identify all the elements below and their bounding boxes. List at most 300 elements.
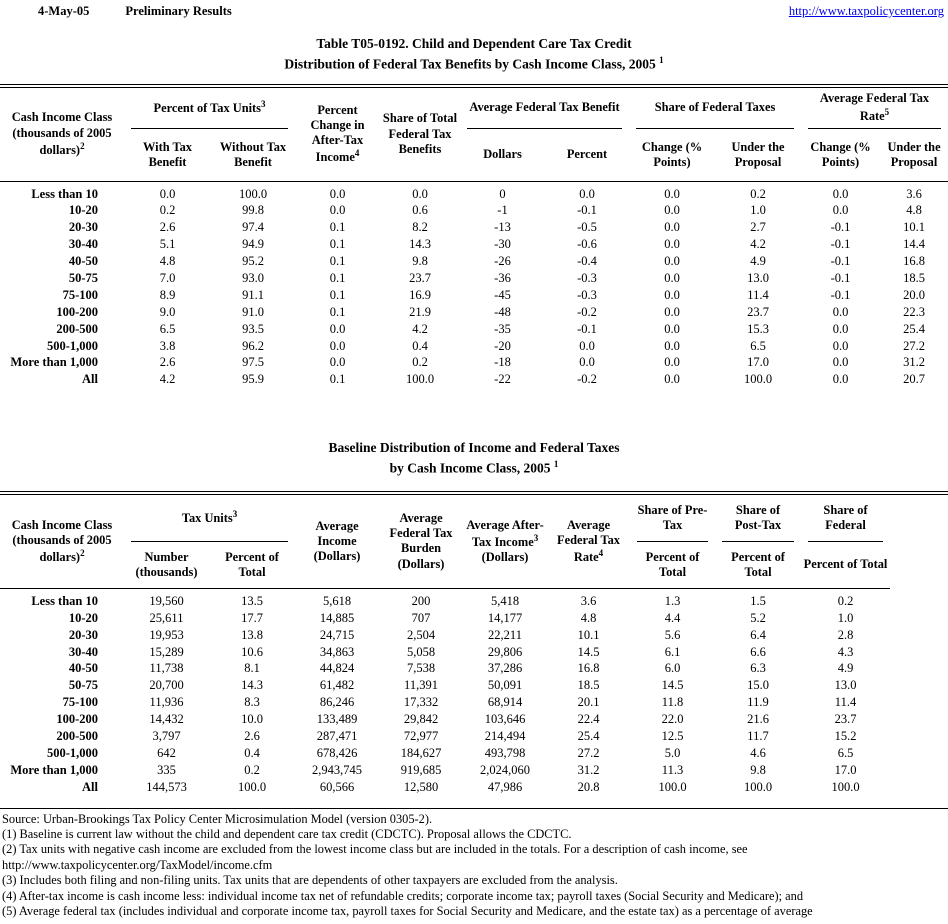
cell: 0.0 xyxy=(664,186,680,201)
cell: 11,738 xyxy=(149,661,184,676)
cell: -35 xyxy=(494,321,511,336)
table-row xyxy=(0,694,948,711)
cell: 15.2 xyxy=(834,729,857,743)
cell: 0.1 xyxy=(329,254,346,269)
cell: 6.6 xyxy=(750,644,766,659)
cell: 2.6 xyxy=(159,355,176,370)
cell: -0.1 xyxy=(830,237,851,252)
col-group-tax-units xyxy=(124,493,295,542)
cell: 6.4 xyxy=(750,627,766,642)
cell: 5.1 xyxy=(159,237,176,252)
cell: 11,936 xyxy=(149,695,184,710)
income-class-label: 100-200 xyxy=(56,304,98,319)
cell: 0.0 xyxy=(664,321,680,336)
cell: -22 xyxy=(494,372,511,387)
table-row xyxy=(0,253,948,270)
cell: 100.0 xyxy=(831,779,860,794)
footnote-marker: 1 xyxy=(553,458,559,469)
cell: 100.0 xyxy=(237,779,267,794)
header-text: Average After-Tax Income xyxy=(466,517,544,549)
cell: 16.9 xyxy=(409,287,431,302)
cell: 100.0 xyxy=(405,372,435,387)
cell: 31.2 xyxy=(577,762,600,777)
cell: -0.1 xyxy=(830,254,851,269)
cell: 0.0 xyxy=(832,203,849,218)
footnote-marker: 3 xyxy=(232,509,238,520)
income-class-label: 40-50 xyxy=(68,254,98,269)
cell: 0.4 xyxy=(244,745,260,760)
cell: 0.0 xyxy=(664,372,680,387)
cell: 0.0 xyxy=(664,304,680,319)
cell: 25.4 xyxy=(903,321,925,336)
cell: 16.8 xyxy=(903,254,925,269)
baseline-table xyxy=(0,491,948,796)
cell: 4.9 xyxy=(837,661,854,676)
col-header-percent-of-total: Percent of Total xyxy=(801,542,890,589)
header-text: Average Federal Tax Rate xyxy=(557,517,621,565)
cell: -36 xyxy=(494,271,511,286)
cell: 91.1 xyxy=(242,287,264,302)
cell: 919,685 xyxy=(400,762,442,777)
col-header-without-tax-benefit: Without Tax Benefit xyxy=(211,129,295,182)
cell: 0.0 xyxy=(832,304,849,319)
income-class-label: 500-1,000 xyxy=(46,745,98,760)
cell: 4.2 xyxy=(159,372,176,387)
cell: 17,332 xyxy=(403,695,439,710)
footnote-marker: 5 xyxy=(884,106,890,117)
footnote-marker: 4 xyxy=(598,547,604,558)
cell: 13.0 xyxy=(747,271,769,286)
income-class-label: 75-100 xyxy=(62,695,98,710)
table-row xyxy=(0,728,948,745)
table-row xyxy=(0,304,948,321)
cell: -0.1 xyxy=(830,287,851,302)
cell: 642 xyxy=(157,745,176,760)
cell: 287,471 xyxy=(316,729,358,743)
footnote-source: Source: Urban-Brookings Tax Policy Center Microsimulation Model (version 0305-2). xyxy=(2,811,433,826)
baseline-table-body xyxy=(0,588,948,795)
col-header-under-proposal: Under the Proposal xyxy=(880,129,948,182)
cell: 12,580 xyxy=(403,779,439,794)
footnote-marker: 4 xyxy=(354,148,360,159)
cell: 0.0 xyxy=(159,186,176,201)
cell: 11.3 xyxy=(661,762,684,777)
footnote-2: (2) Tax units with negative cash income are excluded from the lowest income class but are included in the totals. For a description of cash income, see xyxy=(2,842,748,857)
footnote-marker: 3 xyxy=(261,99,266,109)
cell: 19,560 xyxy=(149,593,184,608)
cell: 95.9 xyxy=(242,372,264,387)
cell: 0.1 xyxy=(329,287,346,302)
cell: -0.3 xyxy=(577,271,597,286)
cell: 0.0 xyxy=(664,220,680,235)
cell: -30 xyxy=(494,237,511,252)
table-row xyxy=(0,321,948,338)
table-row xyxy=(0,644,948,661)
cell: 11.4 xyxy=(747,287,769,302)
cell: 25.4 xyxy=(577,729,600,743)
table-row xyxy=(0,338,948,355)
cell: 0.0 xyxy=(664,271,680,286)
header-text: Percent of Tax Units xyxy=(153,101,261,116)
cell: 0.0 xyxy=(664,203,680,218)
cell: 100.0 xyxy=(238,186,268,201)
cell: 133,489 xyxy=(316,712,358,727)
cell: 13.0 xyxy=(834,678,857,693)
cell: 14.3 xyxy=(241,678,263,693)
cell: 94.9 xyxy=(242,237,264,252)
cell: 9.8 xyxy=(412,254,428,269)
cell: 0.6 xyxy=(412,203,428,218)
cell: 5,618 xyxy=(322,593,352,608)
cell: 23.7 xyxy=(409,271,431,286)
cell: 34,863 xyxy=(319,644,355,659)
cell: 16.8 xyxy=(577,661,600,676)
col-header-cash-income-class xyxy=(0,493,124,589)
cell: 4.9 xyxy=(750,254,766,269)
cell: 44,824 xyxy=(319,661,355,676)
table-row xyxy=(0,186,948,203)
table-row xyxy=(0,779,948,796)
income-class-label: Less than 10 xyxy=(31,593,98,608)
cell: 0.2 xyxy=(244,762,260,777)
income-class-label: More than 1,000 xyxy=(10,355,98,370)
cell: 37,286 xyxy=(487,661,523,676)
cell: 2.6 xyxy=(159,220,176,235)
table-row xyxy=(0,355,948,372)
cell: 15,289 xyxy=(149,644,184,659)
cell: 0.0 xyxy=(664,355,680,370)
cell: 6.5 xyxy=(159,321,176,336)
col-header-change-points: Change (% Points) xyxy=(629,129,715,182)
col-header-cash-income-class xyxy=(0,86,124,182)
col-group-share-of-federal xyxy=(801,493,890,542)
table-row xyxy=(0,677,948,694)
cell: 11.7 xyxy=(747,729,769,743)
income-class-label: 200-500 xyxy=(56,321,98,336)
cell: 1.5 xyxy=(750,593,766,608)
income-class-label: All xyxy=(82,779,98,794)
preliminary-results-label: Preliminary Results xyxy=(125,4,232,18)
cell: 3,797 xyxy=(152,729,181,743)
cell: 707 xyxy=(411,610,431,625)
cell: 8.3 xyxy=(244,695,260,710)
cell: 10.1 xyxy=(577,627,600,642)
cell: 93.0 xyxy=(242,271,264,286)
cell: 678,426 xyxy=(316,745,358,760)
cell: 22,211 xyxy=(488,627,522,642)
cell: 95.2 xyxy=(242,254,264,269)
table-row xyxy=(0,711,948,728)
cell: 0.0 xyxy=(579,355,595,370)
cell: -0.2 xyxy=(577,304,597,319)
cell: 4.8 xyxy=(906,203,922,218)
cell: 97.4 xyxy=(242,220,264,235)
col-header-number-thousands: Number (thousands) xyxy=(124,542,209,589)
col-header-percent-of-total: Percent of Total xyxy=(715,542,801,589)
table1-title xyxy=(0,34,948,74)
cell: 335 xyxy=(157,762,176,777)
table-row xyxy=(0,371,948,388)
table1-title-line2 xyxy=(0,54,948,74)
cell: -0.2 xyxy=(577,372,597,387)
cell: 14,177 xyxy=(487,610,523,625)
cell: 0.0 xyxy=(329,203,346,218)
header-text: Cash Income Class (thousands of 2005 dollars) xyxy=(11,110,113,157)
header-text: Share of Federal Taxes xyxy=(654,100,776,115)
cell: -18 xyxy=(494,355,511,370)
cell: 23.7 xyxy=(834,712,857,727)
cell: 0.0 xyxy=(579,338,595,353)
cell: 68,914 xyxy=(487,695,523,710)
col-group-average-federal-tax-rate xyxy=(801,86,948,129)
col-header-percent: Percent xyxy=(545,129,629,182)
cell: 3.8 xyxy=(159,338,176,353)
cell: 5,058 xyxy=(406,644,436,659)
cell: 72,977 xyxy=(403,729,439,743)
benefits-table xyxy=(0,84,948,389)
cell: 29,842 xyxy=(403,712,439,727)
footnote-1: (1) Baseline is current law without the child and dependent care tax credit (CDCTC). Proposal allows the CDCTC. xyxy=(2,827,572,842)
taxpolicycenter-link[interactable]: http://www.taxpolicycenter.org xyxy=(788,4,944,18)
cell: 6.3 xyxy=(750,661,766,676)
cell: 24,715 xyxy=(319,627,355,642)
footnote-3: (3) Includes both filing and non-filing units. Tax units that are dependents of other taxpayers are excluded from the analysis. xyxy=(2,873,618,888)
cell: 0.0 xyxy=(664,237,680,252)
page-header xyxy=(0,0,948,19)
footnote-2-url: http://www.taxpolicycenter.org/TaxModel/income.cfm xyxy=(2,857,273,872)
cell: 4.2 xyxy=(412,321,428,336)
title-text: by Cash Income Class, 2005 xyxy=(389,460,554,476)
income-class-label: 40-50 xyxy=(68,661,98,676)
cell: 2,504 xyxy=(406,627,436,642)
cell: -1 xyxy=(497,203,508,218)
cell: -13 xyxy=(494,220,511,235)
footnote-marker: 1 xyxy=(659,54,664,65)
cell: 0.0 xyxy=(412,186,428,201)
header-text: Share of Pre-Tax xyxy=(637,502,708,532)
cell: 0.0 xyxy=(832,372,849,387)
income-class-label: More than 1,000 xyxy=(10,762,98,777)
header-text: Percent Change in After-Tax Income xyxy=(310,102,365,165)
col-group-share-of-pre-tax xyxy=(630,493,715,542)
cell: 0.1 xyxy=(329,304,346,319)
cell: 10.1 xyxy=(903,220,925,235)
cell: 0.0 xyxy=(832,186,849,201)
cell: -20 xyxy=(494,338,511,353)
footnote-marker: 2 xyxy=(80,140,85,151)
col-header-percent-of-total: Percent of Total xyxy=(209,542,295,589)
cell: 0.0 xyxy=(664,338,680,353)
cell: 2,024,060 xyxy=(480,762,531,777)
cell: 17.0 xyxy=(834,762,857,777)
table2-title-line1: Baseline Distribution of Income and Federal Taxes xyxy=(328,440,620,456)
cell: 214,494 xyxy=(484,729,526,743)
cell: -0.5 xyxy=(577,220,597,235)
footnote-5: (5) Average federal tax (includes individual and corporate income tax, payroll taxes for Social Security and Medicare, and the estate tax) as a percentage of average xyxy=(2,904,813,919)
cell: 0.0 xyxy=(329,355,346,370)
cell: 20.1 xyxy=(577,695,600,710)
cell: 61,482 xyxy=(319,678,355,693)
cell: 60,566 xyxy=(319,779,355,794)
cell: 184,627 xyxy=(400,745,442,760)
income-class-label: Less than 10 xyxy=(31,186,98,201)
table1-title-line1: Table T05-0192. Child and Dependent Care Tax Credit xyxy=(316,36,632,51)
cell: -0.1 xyxy=(577,321,597,336)
cell: 0.0 xyxy=(832,338,849,353)
cell: 0 xyxy=(499,186,506,201)
table-row xyxy=(0,745,948,762)
table-row xyxy=(0,203,948,220)
col-group-percent-of-tax-units xyxy=(124,86,295,129)
footnote-marker: 2 xyxy=(80,547,85,558)
income-class-label: 100-200 xyxy=(56,712,98,727)
report-date: 4-May-05 xyxy=(38,4,90,18)
cell: 27.2 xyxy=(577,745,600,760)
income-class-label: 20-30 xyxy=(68,220,98,235)
header-text: Tax Units xyxy=(181,511,233,526)
income-class-label: 200-500 xyxy=(56,729,98,743)
cell: 144,573 xyxy=(146,779,187,794)
col-header-dollars: Dollars xyxy=(460,129,545,182)
cell: 493,798 xyxy=(484,745,526,760)
cell: 22.3 xyxy=(903,304,925,319)
cell: 14,885 xyxy=(319,610,355,625)
cell: 8.2 xyxy=(412,220,428,235)
cell: 4.8 xyxy=(159,254,176,269)
cell: 15.0 xyxy=(747,678,769,693)
benefits-table-header xyxy=(0,86,948,182)
cell: 6.5 xyxy=(750,338,766,353)
cell: 1.3 xyxy=(664,593,681,608)
cell: 4.4 xyxy=(664,610,681,625)
cell: 4.6 xyxy=(750,745,766,760)
table-row xyxy=(0,593,948,610)
cell: -0.4 xyxy=(577,254,597,269)
cell: 0.0 xyxy=(329,338,346,353)
cell: 10.6 xyxy=(241,644,263,659)
cell: 14,432 xyxy=(149,712,184,727)
col-header-average-income: Average Income (Dollars) xyxy=(295,493,379,589)
header-text: Share of Federal xyxy=(823,502,868,532)
cell: 100.0 xyxy=(743,779,773,794)
cell: 9.0 xyxy=(159,304,176,319)
col-header-with-tax-benefit: With Tax Benefit xyxy=(124,129,211,182)
cell: 11.4 xyxy=(834,695,857,710)
benefits-table-body xyxy=(0,181,948,388)
cell: 50,091 xyxy=(487,678,523,693)
table-row xyxy=(0,661,948,678)
col-group-average-federal-tax-benefit xyxy=(460,86,629,129)
header-text: Average Federal Tax Benefit xyxy=(469,100,620,115)
cell: 21.9 xyxy=(409,304,431,319)
income-class-label: All xyxy=(82,372,98,387)
cell: 0.0 xyxy=(664,254,680,269)
cell: 14.3 xyxy=(409,237,431,252)
cell: 4.2 xyxy=(750,237,766,252)
cell: 2,943,745 xyxy=(312,762,363,777)
cell: 96.2 xyxy=(242,338,264,353)
cell: 15.3 xyxy=(747,321,769,336)
cell: -0.1 xyxy=(830,271,851,286)
col-header-under-proposal: Under the Proposal xyxy=(715,129,801,182)
cell: 23.7 xyxy=(747,304,769,319)
cell: 47,986 xyxy=(487,779,523,794)
col-header-average-federal-tax-burden: Average Federal Tax Burden (Dollars) xyxy=(379,493,463,589)
col-header-percent-change-after-tax-income xyxy=(295,86,380,182)
cell: 97.5 xyxy=(242,355,264,370)
cell: 12.5 xyxy=(661,729,684,743)
cell: 22.0 xyxy=(661,712,684,727)
cell: 20.0 xyxy=(903,287,925,302)
cell: 0.2 xyxy=(750,186,766,201)
cell: 0.0 xyxy=(832,355,849,370)
table2-title-line2 xyxy=(0,458,948,478)
col-header-average-after-tax-income xyxy=(463,493,547,589)
income-class-label: 20-30 xyxy=(68,627,98,642)
col-group-share-of-federal-taxes xyxy=(629,86,801,129)
cell: 14.4 xyxy=(903,237,925,252)
cell: 4.3 xyxy=(837,644,854,659)
footnote-marker: 3 xyxy=(533,532,539,543)
footnotes xyxy=(0,808,948,920)
cell: 100.0 xyxy=(743,372,773,387)
title-text: Distribution of Federal Tax Benefits by Cash Income Class, 2005 xyxy=(284,56,660,72)
cell: 3.6 xyxy=(906,186,922,201)
cell: 29,806 xyxy=(487,644,523,659)
cell: -0.3 xyxy=(577,287,597,302)
cell: 0.0 xyxy=(329,321,346,336)
cell: 14.5 xyxy=(577,644,600,659)
spacer-column xyxy=(890,493,948,589)
header-text: (Dollars) xyxy=(481,550,529,565)
cell: 0.0 xyxy=(329,186,346,201)
cell: 5,418 xyxy=(490,593,520,608)
baseline-table-header xyxy=(0,493,948,589)
cell: 18.5 xyxy=(577,678,600,693)
cell: 0.4 xyxy=(412,338,428,353)
col-header-average-federal-tax-rate xyxy=(547,493,630,589)
cell: 25,611 xyxy=(149,610,184,625)
cell: 0.1 xyxy=(329,220,346,235)
income-class-label: 75-100 xyxy=(62,287,98,302)
table-row xyxy=(0,287,948,304)
table-row xyxy=(0,610,948,627)
cell: -0.1 xyxy=(577,203,597,218)
table-row xyxy=(0,219,948,236)
income-class-label: 10-20 xyxy=(68,203,98,218)
cell: 11,391 xyxy=(404,678,438,693)
cell: 13.8 xyxy=(241,627,263,642)
cell: 0.2 xyxy=(837,593,854,608)
table-row xyxy=(0,236,948,253)
cell: 0.0 xyxy=(664,287,680,302)
cell: 0.2 xyxy=(159,203,176,218)
cell: 13.5 xyxy=(241,593,263,608)
cell: 17.0 xyxy=(747,355,769,370)
cell: 100.0 xyxy=(658,779,687,794)
cell: 7,538 xyxy=(406,661,436,676)
cell: 6.0 xyxy=(664,661,681,676)
footnote-4: (4) After-tax income is cash income less: individual income tax net of refundable credits; corporate income tax; payroll taxes (Social Security and Medicare); and xyxy=(2,888,804,903)
income-class-label: 500-1,000 xyxy=(46,338,98,353)
income-class-label: 10-20 xyxy=(68,610,98,625)
cell: 91.0 xyxy=(242,304,264,319)
cell: 5.6 xyxy=(664,627,681,642)
cell: -45 xyxy=(494,287,511,302)
header-text: Share of Post-Tax xyxy=(734,502,782,532)
cell: 21.6 xyxy=(747,712,769,727)
cell: 10.0 xyxy=(241,712,263,727)
